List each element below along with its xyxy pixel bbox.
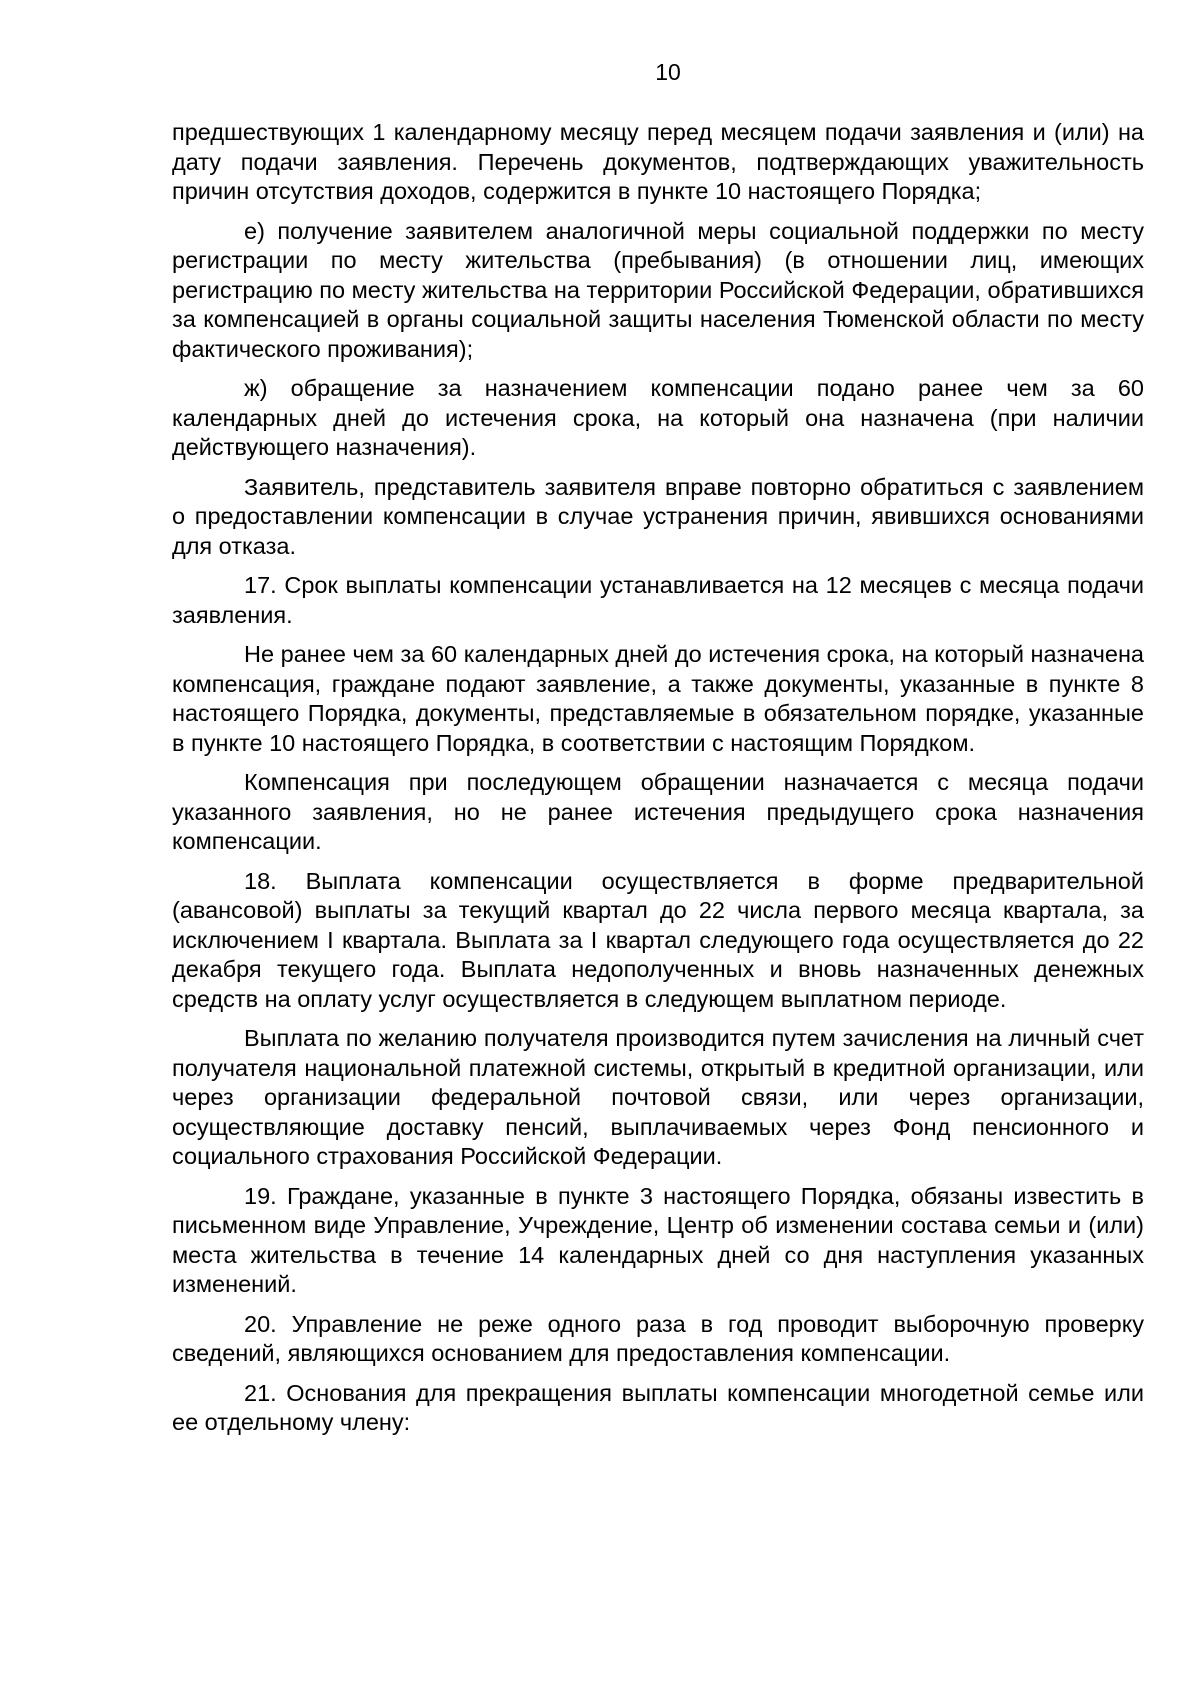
paragraph-reapply: Заявитель, представитель заявителя вправе повторно обратиться с заявлением о предоставлении компенсации в случае устранения причин, явившихся основаниями для отказа. <box>172 473 1144 559</box>
paragraph-20: 20. Управление не реже одного раза в год проводит выборочную проверку сведений, являющихся основанием для предоставления компенсации. <box>172 1310 1144 1366</box>
paragraph-21: 21. Основания для прекращения выплаты компенсации многодетной семье или ее отдельному члену: <box>172 1379 1144 1435</box>
paragraph-19: 19. Граждане, указанные в пункте 3 настоящего Порядка, обязаны известить в письменном виде Управление, Учреждение, Центр об изменении состава семьи и (или) места жительства в течение 14 календарных дней со дня наступления указанных изменений. <box>172 1182 1144 1297</box>
paragraph-17-subsequent: Компенсация при последующем обращении назначается с месяца подачи указанного заявления, но не ранее истечения предыдущего срока назначения компенсации. <box>172 769 1144 854</box>
paragraph-18: 18. Выплата компенсации осуществляется в форме предварительной (авансовой) выплаты за текущий квартал до 22 числа первого месяца квартала, за исключением I квартала. Выплата за I квартал следующего года осуществляется до 22 декабря текущего года. Выплата недополученных и вновь назначенных денежных средств на оплату услуг осуществляется в следующем выплатном периоде. <box>172 867 1144 1012</box>
paragraph-17-renewal: Не ранее чем за 60 календарных дней до истечения срока, на который назначена компенсация, граждане подают заявление, а также документы, указанные в пункте 8 настоящего Порядка, документы, представляемые в обязательном порядке, указанные в пункте 10 настоящего Порядка, в соответствии с настоящим Порядком. <box>172 641 1144 756</box>
paragraph-item-e: е) получение заявителем аналогичной меры социальной поддержки по месту регистрации по месту жительства (пребывания) (в отношении лиц, имеющих регистрацию по месту жительства на территории Российской Федерации, обратившихся за компенсацией в органы социальной защиты населения Тюменской области по месту фактического проживания); <box>172 217 1144 362</box>
paragraph-18-payment-method: Выплата по желанию получателя производится путем зачисления на личный счет получателя национальной платежной системы, открытый в кредитной организации, или через организации федеральной почтовой связи, или через организации, осуществляющие доставку пенсий, выплачиваемых через Фонд пенсионного и социального страхования Российской Федерации. <box>172 1025 1144 1169</box>
page-number: 10 <box>655 59 681 85</box>
document-body <box>172 118 1144 1448</box>
paragraph-continuation: предшествующих 1 календарному месяцу перед месяцем подачи заявления и (или) на дату подачи заявления. Перечень документов, подтверждающих уважительность причин отсутствия доходов, содержится в пункте 10 настоящего Порядка; <box>172 119 1144 204</box>
paragraph-item-zh: ж) обращение за назначением компенсации подано ранее чем за 60 календарных дней до истечения срока, на который она назначена (при наличии действующего назначения). <box>172 375 1144 460</box>
paragraph-17: 17. Срок выплаты компенсации устанавливается на 12 месяцев с месяца подачи заявления. <box>172 572 1144 628</box>
